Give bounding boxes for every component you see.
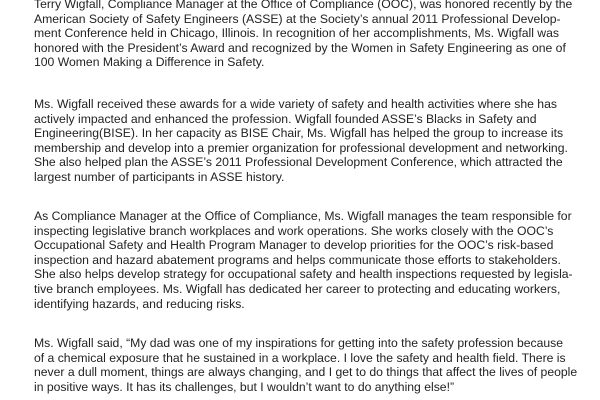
text-line: As Compliance Manager at the Office of Compliance, Ms. Wigfall manages the team responsible for: [34, 209, 572, 223]
text-line: actively impacted and enhanced the profession. Wigfall founded ASSE’s Blacks in Safety and: [34, 111, 537, 126]
text-line: in positive ways. It has its challenges, but I wouldn’t want to do anything else!”: [34, 379, 455, 394]
text-line: tive branch employees. Ms. Wigfall has dedicated her career to protecting and educating workers,: [34, 281, 561, 296]
text-line: Ms. Wigfall said, “My dad was one of my inspirations for getting into the safety profession because: [34, 336, 564, 350]
text-line: largest number of participants in ASSE history.: [34, 169, 285, 184]
text-line: honored with the President’s Award and recognized by the Women in Safety Engineering as one of: [34, 40, 566, 55]
text-line: American Society of Safety Engineers (ASSE) at the Society’s annual 2011 Professional Develop-: [34, 11, 561, 26]
text-line: Engineering(BISE). In her capacity as BISE Chair, Ms. Wigfall has helped the group to increase its: [34, 126, 564, 141]
paragraph-quote: [34, 336, 594, 394]
text-line: Occupational Safety and Health Program Manager to develop priorities for the OOC’s risk-based: [34, 238, 554, 253]
text-line: inspecting legislative branch workplaces and work operations. She works closely with the OOC’s: [34, 223, 554, 238]
text-line: Ms. Wigfall received these awards for a wide variety of safety and health activities where she has: [34, 97, 557, 111]
text-line: never a dull moment, things are always changing, and I get to do things that affect the lives of people: [34, 365, 578, 380]
paragraph-activities: [34, 97, 594, 185]
text-line: identifying hazards, and reducing risks.: [34, 296, 245, 311]
text-line: She also helped plan the ASSE’s 2011 Professional Development Conference, which attracted the: [34, 155, 563, 170]
text-line: membership and develop into a premier organization for professional development and networking.: [34, 140, 568, 155]
text-line: 100 Women Making a Difference in Safety.: [34, 55, 265, 70]
paragraph-role: [34, 209, 594, 311]
text-line: Terry Wigfall, Compliance Manager at the Office of Compliance (OOC), was honored recently by the: [34, 0, 573, 11]
text-line: inspection and hazard abatement programs and helps communicate those efforts to stakeholders.: [34, 252, 561, 267]
text-line: She also helps develop strategy for occupational safety and health inspections requested by legisla-: [34, 267, 573, 282]
text-line: of a chemical exposure that he sustained in a workplace. I love the safety and health field. There is: [34, 350, 566, 365]
text-line: ment Conference held in Chicago, Illinois. In recognition of her accomplishments, Ms. Wigfall was: [34, 26, 559, 41]
paragraph-award-announcement: [34, 0, 594, 70]
